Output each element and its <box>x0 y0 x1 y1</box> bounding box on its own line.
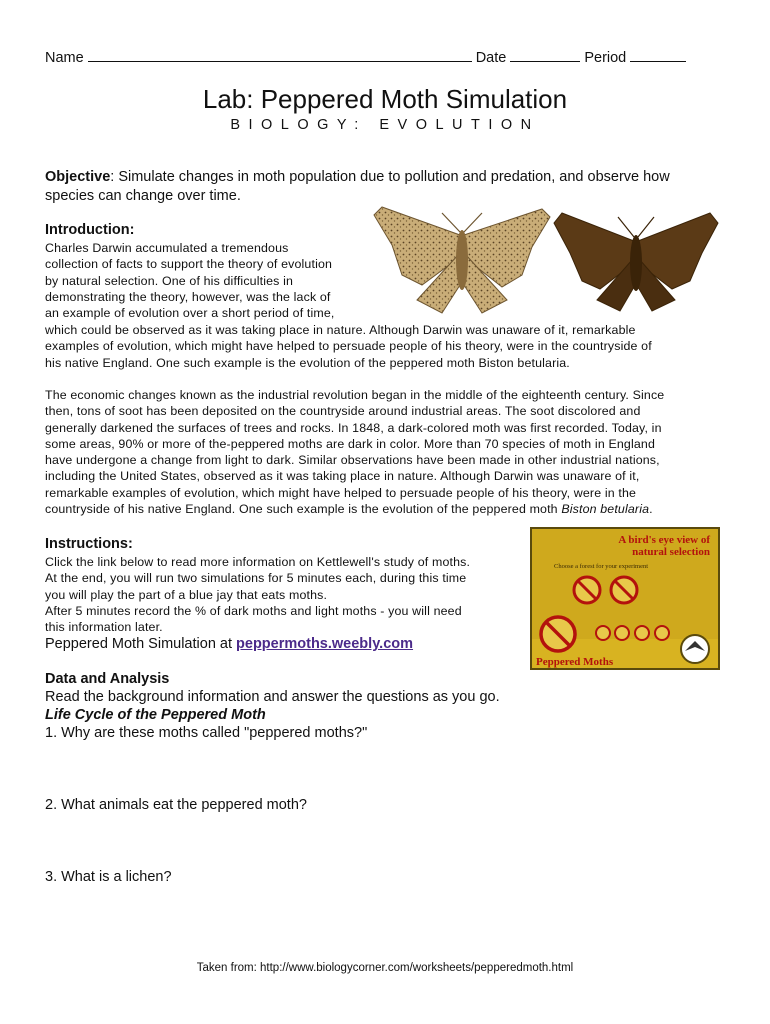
text-line: including the United States, observed as it was taking place in nature. Although Darwin was unaware of it, <box>45 469 640 484</box>
text-line: Click the link below to read more information on Kettlewell's study of moths. <box>45 555 471 569</box>
simulation-game-image[interactable] <box>530 527 720 670</box>
text-line: an example of evolution over a short period of time, <box>45 306 335 321</box>
objective-text: : Simulate changes in moth population due to pollution and predation, and observe how species can change over time. <box>45 169 670 204</box>
page-subtitle: BIOLOGY: EVOLUTION <box>230 117 540 133</box>
text-line: have undergone a change from light to dark. Similar observations have been made in other industrial nations, <box>45 453 660 468</box>
footer-source: Taken from: http://www.biologycorner.com/worksheets/pepperedmoth.html <box>196 962 574 974</box>
text-line: by natural selection. One of his difficulties in <box>45 273 294 288</box>
species-name: Biston betularia <box>561 502 650 517</box>
name-field[interactable] <box>88 47 472 62</box>
text-line: some areas, 90% or more of the-peppered moths are dark in color. More than 70 species of moth in England <box>45 436 655 451</box>
game-footer-label: Peppered Moths <box>536 656 614 668</box>
question-1: 1. Why are these moths called "peppered moths?" <box>45 725 368 741</box>
text-line-end: . <box>649 502 653 517</box>
question-3: 3. What is a lichen? <box>45 869 172 885</box>
life-cycle-heading: Life Cycle of the Peppered Moth <box>45 707 266 723</box>
game-headline-1: A bird's eye view of <box>618 534 710 546</box>
data-analysis-heading: Data and Analysis <box>45 671 170 687</box>
question-2: 2. What animals eat the peppered moth? <box>45 797 307 813</box>
text-line: At the end, you will run two simulations for 5 minutes each, during this time <box>45 571 467 586</box>
text-line: his native England. One such example is the evolution of the peppered moth Biston betularia. <box>45 355 570 370</box>
simulation-link[interactable]: peppermoths.weebly.com <box>236 636 414 652</box>
no-bird-large-icon <box>541 617 575 651</box>
simulation-link-line <box>45 636 413 652</box>
data-analysis-text: Read the background information and answer the questions as you go. <box>45 689 500 705</box>
small-moth-icon <box>655 626 669 640</box>
objective <box>45 168 705 206</box>
text-line: The economic changes known as the industrial revolution began in the middle of the eighteenth century. Since <box>45 388 665 402</box>
date-label: Date <box>475 50 507 66</box>
moth-photos <box>372 205 722 317</box>
instructions-heading: Instructions: <box>45 536 133 552</box>
bird-icon <box>681 635 709 663</box>
text-line: demonstrating the theory, however, was the lack of <box>45 289 331 304</box>
text-line: which could be observed as it was taking place in nature. Although Darwin was unaware of it, remarkable <box>45 323 636 337</box>
text-line: you will play the part of a blue jay that eats moths. <box>45 587 328 602</box>
text-line: Charles Darwin accumulated a tremendous <box>45 241 289 255</box>
text-line: then, tons of soot has been deposited on the countryside around industrial areas. The soot discolored and <box>45 404 641 419</box>
text-line: examples of evolution, which might have helped to persuade people of his theory, were in the countryside of <box>45 339 652 354</box>
text-line: this information later. <box>45 620 163 635</box>
small-moth-icon <box>615 626 629 640</box>
text-line: remarkable examples of evolution, which might have helped to persuade people of his theory, were in the <box>45 485 637 500</box>
no-bird-icon <box>574 577 600 603</box>
introduction-narrow-text <box>45 240 365 321</box>
name-label: Name <box>45 50 84 66</box>
game-headline-2: natural selection <box>632 546 710 558</box>
text-line: collection of facts to support the theory of evolution <box>45 257 333 272</box>
introduction-heading: Introduction: <box>45 222 135 238</box>
instructions-text <box>45 554 520 635</box>
light-moth-image <box>374 207 550 313</box>
text-line: After 5 minutes record the % of dark moths and light moths - you will need <box>45 603 462 618</box>
small-moth-icon <box>596 626 610 640</box>
period-label: Period <box>584 50 627 66</box>
page-title: Lab: Peppered Moth Simulation <box>202 84 568 114</box>
date-field[interactable] <box>510 47 580 62</box>
text-line: generally darkened the surfaces of trees and rocks. In 1848, a dark-colored moth was first recorded. Today, in <box>45 420 662 435</box>
text-line <box>45 501 725 517</box>
game-subtext: Choose a forest for your experiment <box>554 563 649 570</box>
no-bird-icon <box>611 577 637 603</box>
header-line <box>45 47 725 66</box>
period-field[interactable] <box>630 47 686 62</box>
dark-moth-image <box>554 213 718 311</box>
simulation-prefix: Peppered Moth Simulation at <box>45 636 237 652</box>
introduction-paragraph-2 <box>45 387 725 517</box>
objective-label: Objective <box>45 169 111 185</box>
small-moth-icon <box>635 626 649 640</box>
introduction-wide-text <box>45 322 725 371</box>
text-line-plain: countryside of his native England. One such example is the evolution of the peppered moth <box>45 502 562 517</box>
